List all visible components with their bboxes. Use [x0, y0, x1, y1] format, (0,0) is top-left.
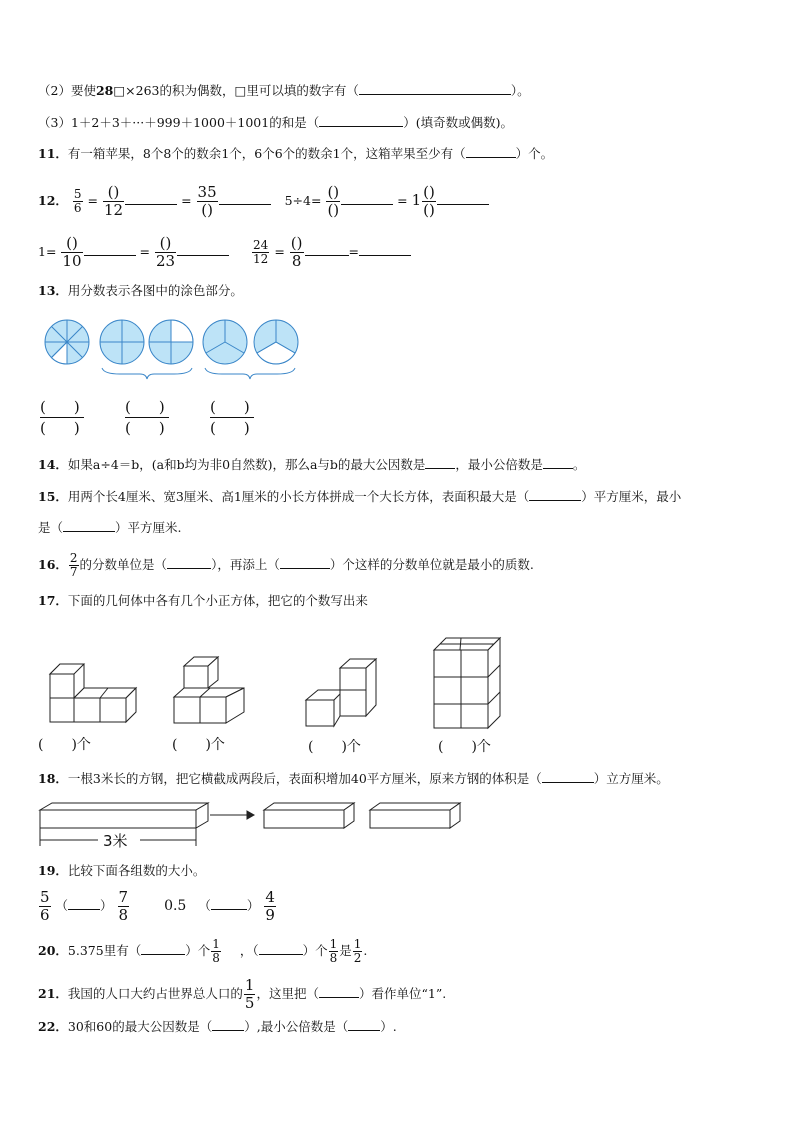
answer-blank[interactable] — [319, 114, 403, 127]
fraction: $\frac{5}{6}$ — [73, 187, 82, 215]
answer-blank[interactable] — [177, 243, 229, 256]
answer-blank[interactable] — [359, 243, 411, 256]
q10-part3: （3）1＋2＋3＋···＋999＋1000＋1001的和是（ ）(填奇数或偶数)。 — [38, 115, 513, 130]
answer-blank[interactable] — [141, 942, 185, 955]
fraction: $\frac{5}{6}$ — [40, 888, 50, 924]
question-22: 22．30和60的最大公因数是（ ）,最小公倍数是（ ）. — [38, 1019, 397, 1034]
bar-piece-2 — [370, 803, 460, 828]
answer-blank[interactable] — [348, 1018, 380, 1031]
q13-answer-1[interactable]: ( ) ( ) — [40, 396, 84, 439]
compare-blank[interactable] — [211, 897, 247, 910]
answer-blank[interactable] — [543, 456, 573, 469]
q17-label-4[interactable]: ( )个 — [438, 739, 491, 755]
answer-blank[interactable] — [305, 243, 349, 256]
q13-circles — [0, 318, 794, 418]
cube-figure-2 — [174, 657, 244, 723]
answer-blank[interactable] — [259, 942, 303, 955]
fraction: 35 () — [197, 183, 217, 219]
brace-2 — [205, 368, 295, 379]
fraction: () 23 — [155, 234, 176, 270]
fraction: () 8 — [290, 234, 303, 270]
question-12-line2: 1= () 10 = () 23 $\frac{24}{12}$ = () 8 = — [38, 234, 411, 270]
question-12-line1: 12． $\frac{5}{6}$ = () 12 = 35 () 5÷4= () () = 1 () () — [38, 182, 489, 219]
question-20: 20．5.375里有（ ）个 $\frac{1}{8}$ ，（ ）个 $\frac{1}{8}$ 是 $\frac{1}{2}$ . — [38, 937, 368, 965]
fraction: $\frac{1}{8}$ — [329, 937, 338, 965]
question-13: 13．用分数表示各图中的涂色部分。 — [38, 283, 243, 298]
compare-blank[interactable] — [68, 897, 100, 910]
fraction: $\frac{24}{12}$ — [253, 238, 269, 266]
fraction: $\frac{2}{7}$ — [69, 551, 78, 579]
question-14: 14．如果a÷4＝b，(a和b均为非0自然数)，那么a与b的最大公因数是 ，最小公倍数是 。 — [38, 457, 586, 472]
q17-label-2[interactable]: ( )个 — [172, 737, 225, 753]
bar-length-label: 3米 — [103, 832, 128, 850]
arrow — [210, 811, 254, 819]
fraction: $\frac{4}{9}$ — [265, 888, 275, 924]
answer-blank[interactable] — [63, 519, 115, 532]
fraction: $\frac{1}{8}$ — [212, 937, 220, 965]
fraction: $\frac{1}{2}$ — [353, 937, 362, 965]
fraction: $\frac{7}{8}$ — [118, 888, 129, 924]
fraction: () 12 — [103, 183, 124, 219]
answer-blank[interactable] — [341, 192, 393, 205]
answer-blank[interactable] — [466, 145, 516, 158]
q17-label-1[interactable]: ( )个 — [38, 737, 91, 753]
question-15-line2: 是（ ）平方厘米. — [38, 520, 182, 535]
answer-blank[interactable] — [359, 82, 511, 95]
answer-blank[interactable] — [167, 556, 211, 569]
bar-piece-1 — [264, 803, 354, 828]
answer-blank[interactable] — [212, 1018, 244, 1031]
answer-blank[interactable] — [125, 192, 177, 205]
answer-blank[interactable] — [219, 192, 271, 205]
question-11: 11．有一箱苹果，8个8个的数余1个，6个6个的数余1个，这箱苹果至少有（ ）个。 — [38, 146, 554, 161]
answer-blank[interactable] — [542, 770, 594, 783]
answer-blank[interactable] — [425, 456, 455, 469]
answer-blank[interactable] — [84, 243, 136, 256]
answer-blank[interactable] — [280, 556, 330, 569]
cube-figure-3 — [306, 659, 376, 726]
brace-1 — [102, 368, 192, 379]
q17-cube-figures — [0, 630, 794, 750]
fraction: $\frac{1}{5}$ — [244, 976, 255, 1012]
q17-label-3[interactable]: ( )个 — [308, 739, 361, 755]
question-17: 17．下面的几何体中各有几个小正方体，把它的个数写出来 — [38, 593, 368, 608]
question-18: 18．一根3米长的方钢，把它横截成两段后，表面积增加40平方厘米，原来方钢的体积是（ ）立方厘米。 — [38, 771, 669, 786]
fraction: () () — [423, 183, 435, 219]
answer-blank[interactable] — [529, 488, 581, 501]
q13-answer-3[interactable]: ( ) ( ) — [210, 396, 254, 439]
answer-blank[interactable] — [437, 192, 489, 205]
cube-figure-4 — [434, 638, 500, 728]
unshaded-quarter — [171, 320, 193, 342]
q13-answer-2[interactable]: ( ) ( ) — [125, 396, 169, 439]
fraction: () 10 — [62, 234, 82, 270]
question-16: 16． $\frac{2}{7}$ 的分数单位是（ ），再添上（ ）个这样的分数单位就是最小的质数. — [38, 551, 534, 579]
q10-part2: （2）要使28□×263的积为偶数，□里可以填的数字有（ ）。 — [38, 83, 530, 98]
question-21: 21．我国的人口大约占世界总人口的 $\frac{1}{5}$ ，这里把（ ）看作单位“1”. — [38, 976, 447, 1012]
question-19: 19．比较下面各组数的大小。 — [38, 863, 206, 878]
fraction: () () — [327, 183, 340, 219]
cube-figure-1 — [50, 664, 136, 722]
answer-blank[interactable] — [319, 985, 359, 998]
question-15: 15．用两个长4厘米、宽3厘米、高1厘米的小长方体拼成一个大长方体，表面积最大是（ ）平方厘米，最小 — [38, 489, 682, 504]
question-19-items: $\frac{5}{6}$ （ ） $\frac{7}{8}$ 0.5 （ ） $\frac{4}{9}$ — [40, 888, 275, 924]
